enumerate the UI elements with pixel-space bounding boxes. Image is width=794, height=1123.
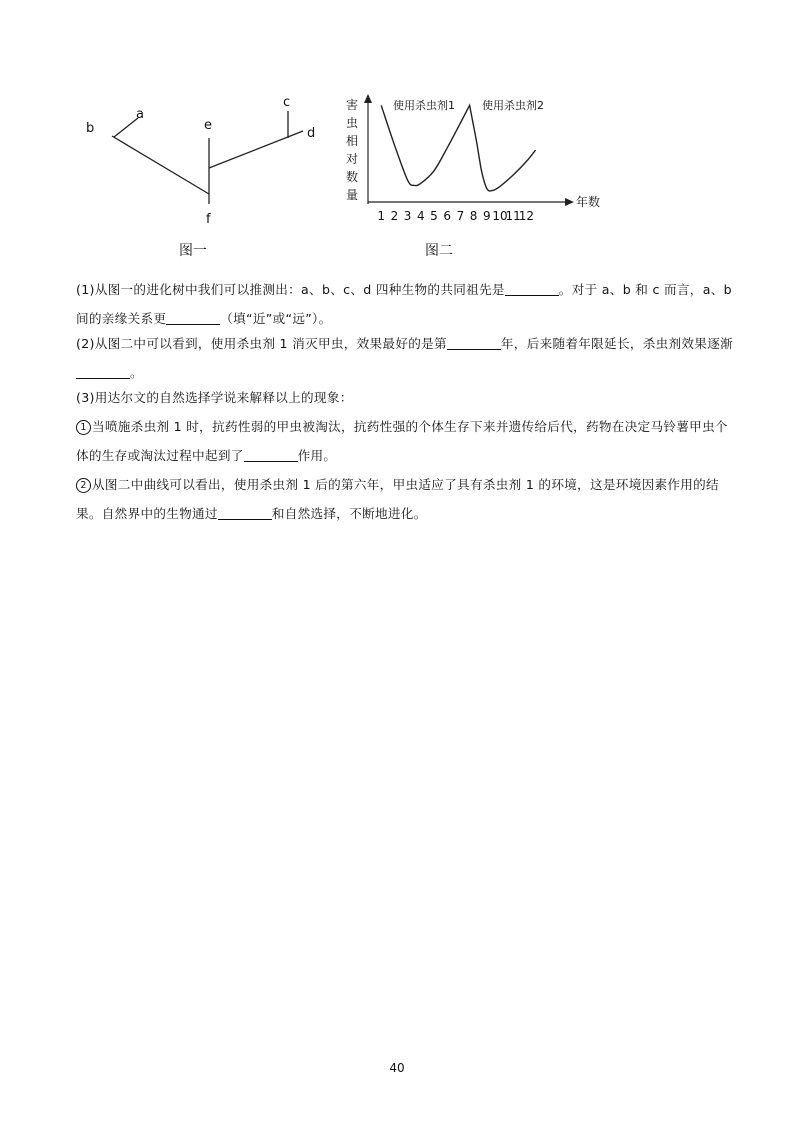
question-1 <box>76 275 740 333</box>
x-tick-label: 10 <box>492 209 508 223</box>
answer-blank-6[interactable] <box>218 505 272 520</box>
branch-to-d <box>209 131 303 168</box>
answer-blank-4[interactable] <box>76 364 130 379</box>
x-tick-label: 6 <box>443 209 452 223</box>
x-tick-label: 12 <box>518 209 535 223</box>
q3-p2-text-1: 从图二中曲线可以看出，使用杀虫剂 1 后的第六年，甲虫适应了具有杀虫剂 1 的环境，这是环境因素作用的结果。自然界中的生物通过 <box>76 477 719 521</box>
x-tick-label: 1 <box>377 209 386 223</box>
label-d: d <box>307 126 316 141</box>
ylabel-char: 量 <box>346 188 359 202</box>
figure-2-caption: 图二 <box>425 243 453 259</box>
x-axis-arrow <box>565 198 574 206</box>
answer-blank-5[interactable] <box>244 447 298 462</box>
branch-a <box>114 118 138 137</box>
series-line <box>381 105 535 191</box>
figure-2-chart <box>340 92 610 232</box>
annotation-pesticide-2: 使用杀虫剂2 <box>482 99 544 112</box>
ylabel-char: 数 <box>346 170 359 184</box>
q3-p1-text-1: 当喷施杀虫剂 1 时，抗药性弱的甲虫被淘汰，抗药性强的个体生存下来并遗传给后代，药物在决定马铃薯甲虫个体的生存或淘汰过程中起到了 <box>76 419 728 463</box>
x-tick-label: 5 <box>430 209 438 223</box>
ylabel-char: 对 <box>346 152 359 166</box>
x-tick-labels <box>377 209 534 223</box>
answer-blank-2[interactable] <box>166 310 220 325</box>
label-e: e <box>204 118 212 133</box>
q3-heading: (3)用达尔文的自然选择学说来解释以上的现象： <box>76 390 353 405</box>
q2-text-1: (2)从图二中可以看到，使用杀虫剂 1 消灭甲虫，效果最好的是第 <box>76 336 447 351</box>
branch-b-f <box>112 136 209 194</box>
x-tick-label: 2 <box>390 209 399 223</box>
answer-blank-3[interactable] <box>447 335 501 350</box>
figure-1-evolution-tree <box>78 92 328 230</box>
q1-text-2: 。对于 a、b 和 c 而言，a、b 间的亲缘关系更 <box>76 282 732 326</box>
q1-text-1: (1)从图一的进化树中我们可以推测出：a、b、c、d 四种生物的共同祖先是 <box>76 282 505 297</box>
q3-p2-text-2: 和自然选择，不断地进化。 <box>271 506 427 521</box>
q1-text-3: （填“近”或“远”）。 <box>220 311 332 326</box>
question-2 <box>76 329 740 387</box>
annotation-pesticide-1: 使用杀虫剂1 <box>393 99 455 112</box>
x-tick-label: 9 <box>482 209 491 223</box>
ylabel <box>346 97 358 202</box>
ylabel-char: 相 <box>346 134 359 148</box>
x-tick-label: 11 <box>505 209 521 223</box>
x-axis-label: 年数 <box>576 195 601 209</box>
label-a: a <box>136 107 144 122</box>
y-axis-arrow <box>364 94 372 103</box>
circled-number-1: 1 <box>76 420 91 435</box>
label-c: c <box>283 95 291 110</box>
page-number: 40 <box>389 1061 405 1075</box>
label-b: b <box>86 121 95 136</box>
q2-text-3: 。 <box>130 365 143 380</box>
q2-text-2: 年，后来随着年限延长，杀虫剂效果逐渐 <box>500 336 733 351</box>
x-tick-label: 8 <box>469 209 478 223</box>
label-f: f <box>206 212 211 227</box>
x-tick-label: 3 <box>403 209 412 223</box>
x-tick-label: 7 <box>456 209 465 223</box>
q3-p1-text-2: 作用。 <box>297 448 337 463</box>
ylabel-char: 害 <box>346 98 359 112</box>
x-tick-label: 4 <box>416 209 425 223</box>
answer-blank-1[interactable] <box>505 281 559 296</box>
ylabel-char: 虫 <box>346 116 359 130</box>
question-3 <box>76 383 740 528</box>
circled-number-2: 2 <box>76 478 91 493</box>
figure-1-caption: 图一 <box>179 243 207 259</box>
